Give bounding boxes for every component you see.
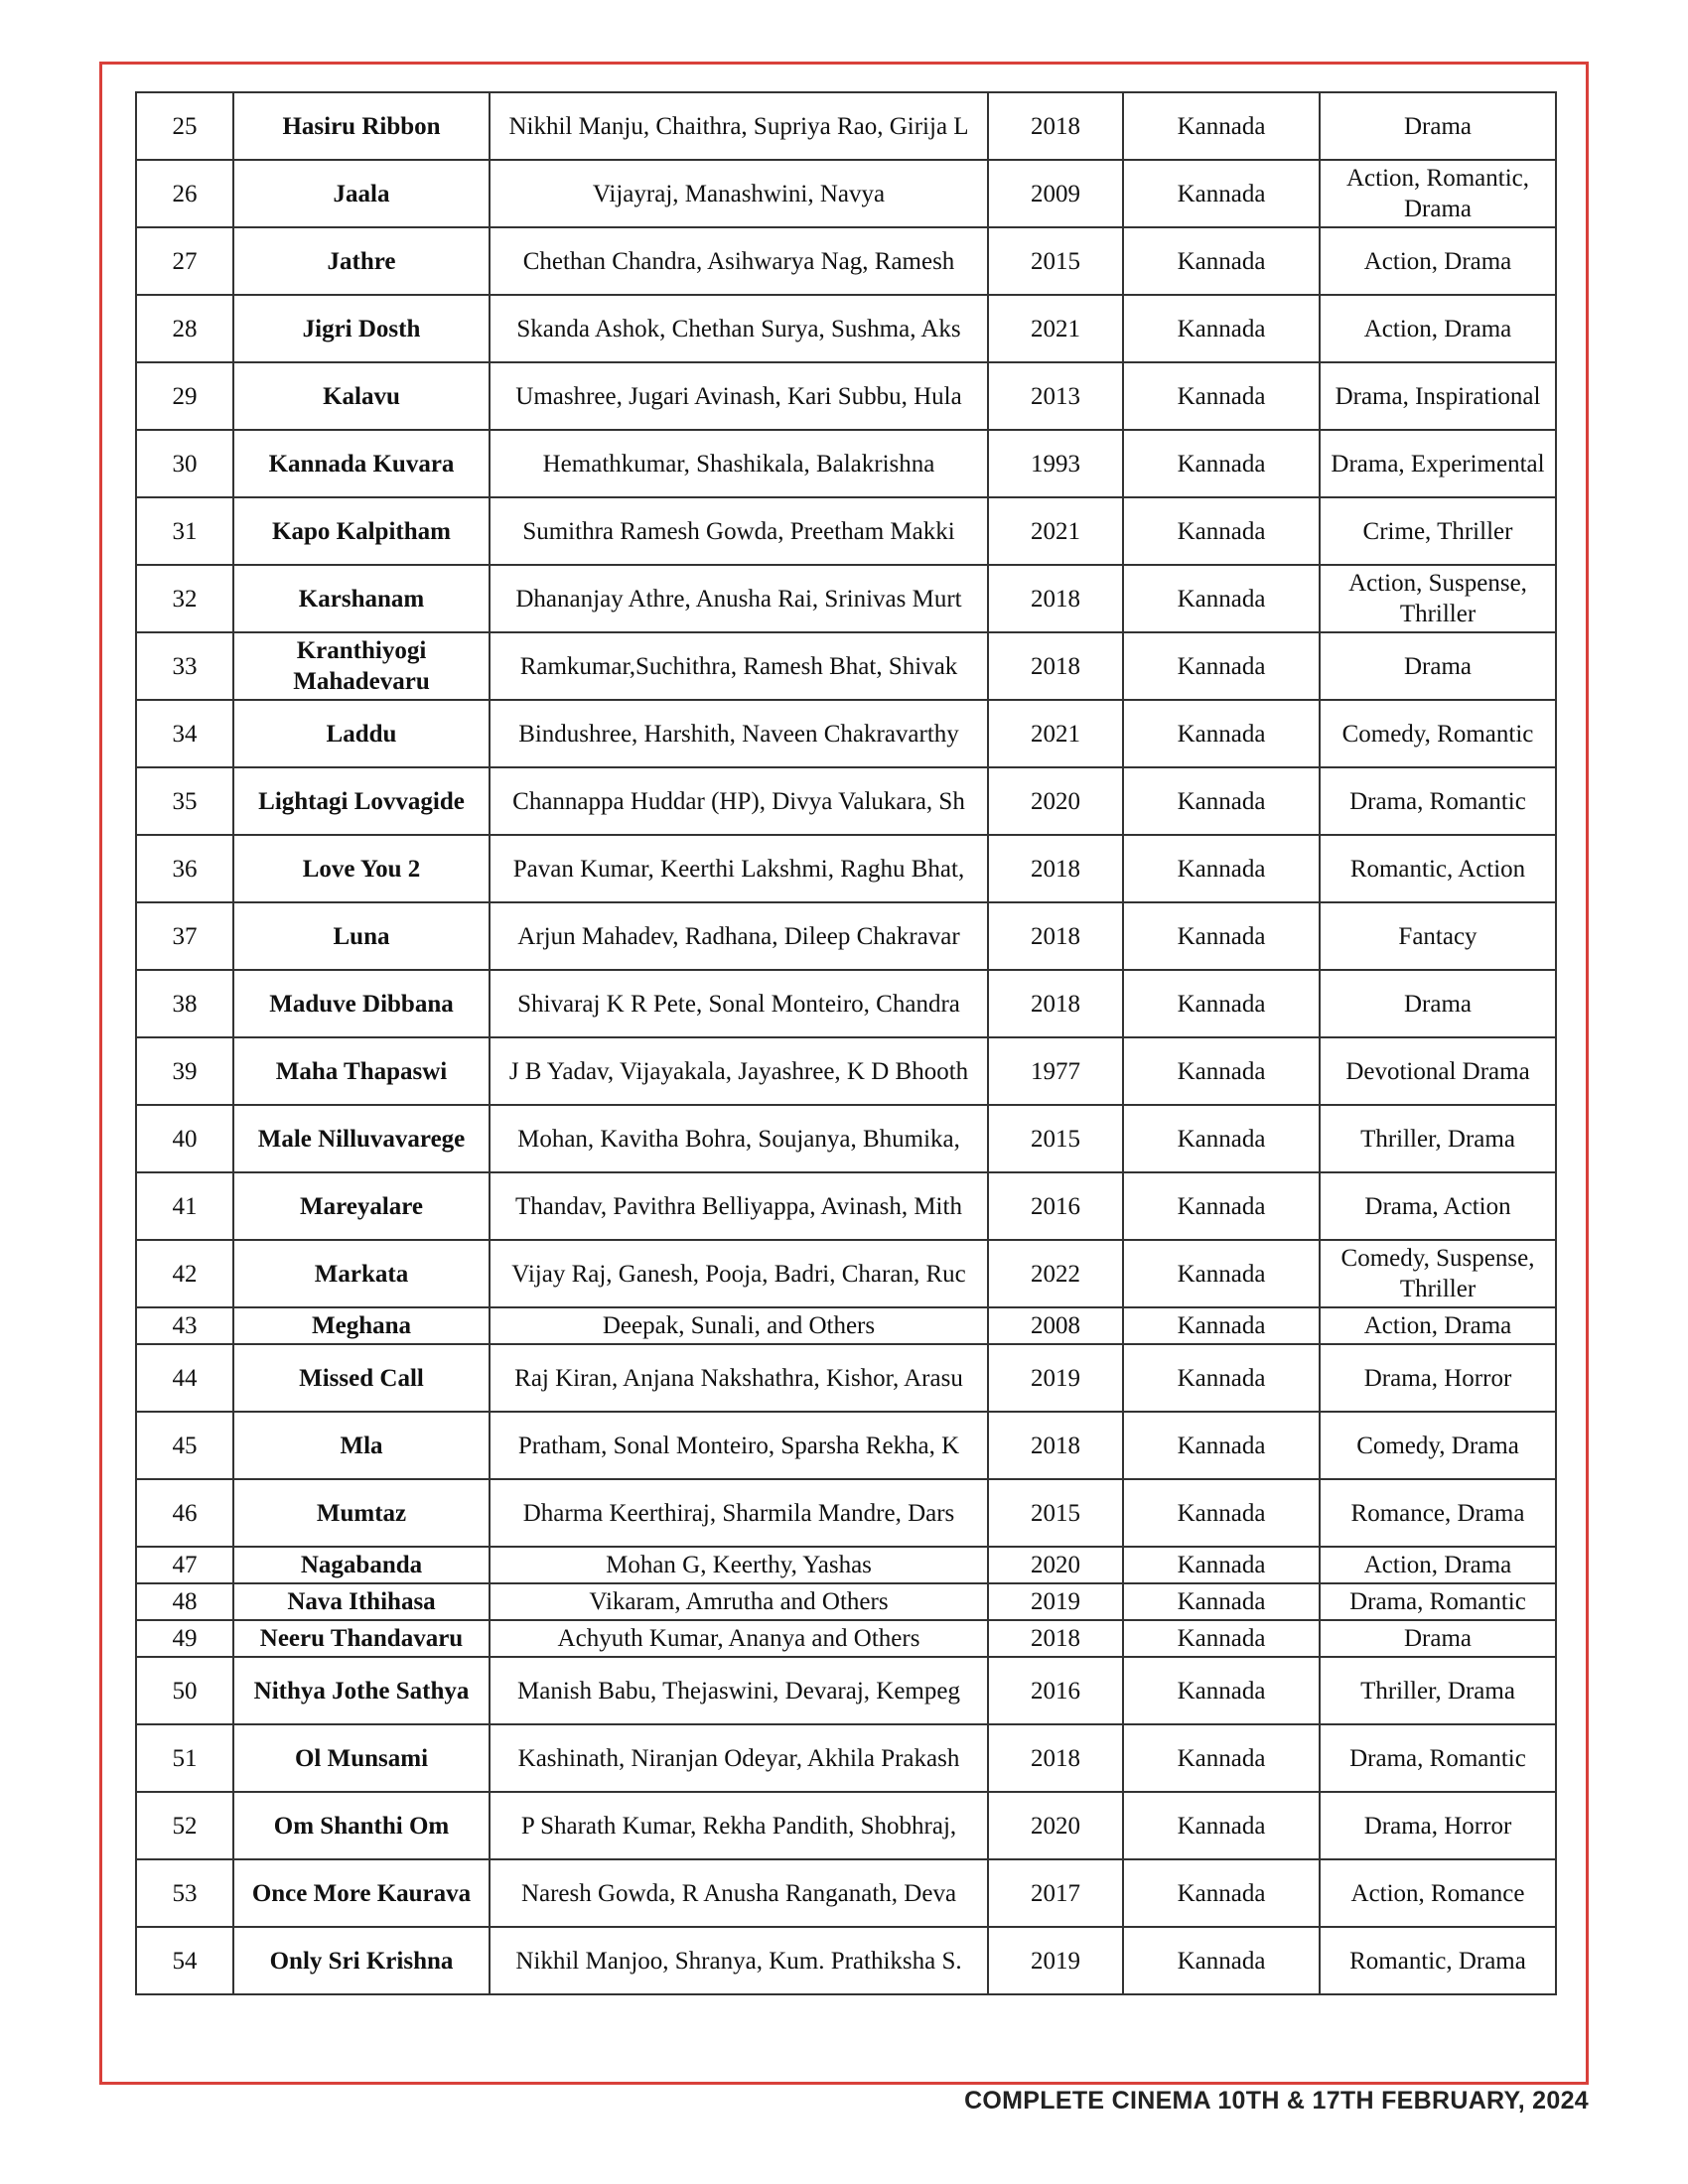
film-cast: Hemathkumar, Shashikala, Balakrishna <box>490 430 988 497</box>
film-cast: Mohan, Kavitha Bohra, Soujanya, Bhumika, <box>490 1105 988 1172</box>
film-year: 2018 <box>988 1620 1123 1657</box>
film-title: Ol Munsami <box>233 1724 490 1792</box>
table-row <box>136 430 1556 497</box>
table-row <box>136 497 1556 565</box>
film-genre: Action, Drama <box>1320 295 1556 362</box>
film-genre: Drama <box>1320 970 1556 1037</box>
film-cast: Pavan Kumar, Keerthi Lakshmi, Raghu Bhat, <box>490 835 988 902</box>
film-year: 2018 <box>988 902 1123 970</box>
film-genre: Action, Drama <box>1320 1547 1556 1583</box>
film-year: 2021 <box>988 295 1123 362</box>
table-row <box>136 970 1556 1037</box>
film-cast: Sumithra Ramesh Gowda, Preetham Makki <box>490 497 988 565</box>
film-title: Luna <box>233 902 490 970</box>
film-cast: Vikaram, Amrutha and Others <box>490 1583 988 1620</box>
film-cast: Thandav, Pavithra Belliyappa, Avinash, Mith <box>490 1172 988 1240</box>
film-cast: Naresh Gowda, R Anusha Ranganath, Deva <box>490 1859 988 1927</box>
film-language: Kannada <box>1123 632 1320 700</box>
film-language: Kannada <box>1123 497 1320 565</box>
film-genre: Devotional Drama <box>1320 1037 1556 1105</box>
film-number: 36 <box>136 835 233 902</box>
table-row <box>136 1547 1556 1583</box>
film-genre: Comedy, Suspense, Thriller <box>1320 1240 1556 1307</box>
film-year: 2019 <box>988 1927 1123 1994</box>
film-year: 2009 <box>988 160 1123 227</box>
film-genre: Thriller, Drama <box>1320 1657 1556 1724</box>
film-genre: Thriller, Drama <box>1320 1105 1556 1172</box>
film-year: 2018 <box>988 632 1123 700</box>
film-title: Meghana <box>233 1307 490 1344</box>
film-genre: Action, Romantic, Drama <box>1320 160 1556 227</box>
film-language: Kannada <box>1123 295 1320 362</box>
film-language: Kannada <box>1123 92 1320 160</box>
film-genre: Drama <box>1320 1620 1556 1657</box>
film-cast: Ramkumar,Suchithra, Ramesh Bhat, Shivak <box>490 632 988 700</box>
film-language: Kannada <box>1123 227 1320 295</box>
film-number: 42 <box>136 1240 233 1307</box>
film-genre: Drama, Romantic <box>1320 1583 1556 1620</box>
film-title: Maha Thapaswi <box>233 1037 490 1105</box>
film-year: 2017 <box>988 1859 1123 1927</box>
film-genre: Drama, Experimental <box>1320 430 1556 497</box>
film-cast: Pratham, Sonal Monteiro, Sparsha Rekha, K <box>490 1412 988 1479</box>
film-cast: Chethan Chandra, Asihwarya Nag, Ramesh <box>490 227 988 295</box>
table-row <box>136 92 1556 160</box>
film-language: Kannada <box>1123 362 1320 430</box>
film-year: 2018 <box>988 835 1123 902</box>
film-cast: Bindushree, Harshith, Naveen Chakravarthy <box>490 700 988 767</box>
films-table-body <box>136 92 1556 1994</box>
film-year: 2016 <box>988 1172 1123 1240</box>
film-language: Kannada <box>1123 1620 1320 1657</box>
film-genre: Action, Drama <box>1320 1307 1556 1344</box>
film-cast: Channappa Huddar (HP), Divya Valukara, Sh <box>490 767 988 835</box>
film-language: Kannada <box>1123 1412 1320 1479</box>
film-title: Mla <box>233 1412 490 1479</box>
film-year: 2016 <box>988 1657 1123 1724</box>
film-title: Male Nilluvavarege <box>233 1105 490 1172</box>
table-row <box>136 160 1556 227</box>
film-language: Kannada <box>1123 1927 1320 1994</box>
film-year: 2018 <box>988 1724 1123 1792</box>
film-year: 2015 <box>988 227 1123 295</box>
table-row <box>136 700 1556 767</box>
film-genre: Comedy, Romantic <box>1320 700 1556 767</box>
film-cast: J B Yadav, Vijayakala, Jayashree, K D Bhooth <box>490 1037 988 1105</box>
table-row <box>136 1792 1556 1859</box>
film-language: Kannada <box>1123 1792 1320 1859</box>
film-year: 2022 <box>988 1240 1123 1307</box>
table-row <box>136 362 1556 430</box>
film-number: 43 <box>136 1307 233 1344</box>
film-genre: Romantic, Drama <box>1320 1927 1556 1994</box>
film-title: Love You 2 <box>233 835 490 902</box>
film-title: Karshanam <box>233 565 490 632</box>
film-language: Kannada <box>1123 1037 1320 1105</box>
film-number: 40 <box>136 1105 233 1172</box>
film-language: Kannada <box>1123 970 1320 1037</box>
film-title: Nava Ithihasa <box>233 1583 490 1620</box>
film-cast: Umashree, Jugari Avinash, Kari Subbu, Hula <box>490 362 988 430</box>
film-cast: Dharma Keerthiraj, Sharmila Mandre, Dars <box>490 1479 988 1547</box>
film-cast: Manish Babu, Thejaswini, Devaraj, Kempeg <box>490 1657 988 1724</box>
table-row <box>136 632 1556 700</box>
film-language: Kannada <box>1123 565 1320 632</box>
film-language: Kannada <box>1123 1172 1320 1240</box>
film-genre: Drama <box>1320 632 1556 700</box>
film-language: Kannada <box>1123 835 1320 902</box>
film-year: 2019 <box>988 1344 1123 1412</box>
film-genre: Drama, Inspirational <box>1320 362 1556 430</box>
table-row <box>136 295 1556 362</box>
film-cast: Skanda Ashok, Chethan Surya, Sushma, Aks <box>490 295 988 362</box>
film-genre: Action, Drama <box>1320 227 1556 295</box>
film-genre: Drama, Romantic <box>1320 767 1556 835</box>
film-title: Jaala <box>233 160 490 227</box>
film-year: 1993 <box>988 430 1123 497</box>
film-number: 39 <box>136 1037 233 1105</box>
film-cast: Shivaraj K R Pete, Sonal Monteiro, Chandra <box>490 970 988 1037</box>
film-number: 44 <box>136 1344 233 1412</box>
table-row <box>136 835 1556 902</box>
film-number: 25 <box>136 92 233 160</box>
film-number: 32 <box>136 565 233 632</box>
table-row <box>136 767 1556 835</box>
film-cast: Vijay Raj, Ganesh, Pooja, Badri, Charan, Ruc <box>490 1240 988 1307</box>
footer-publication: COMPLETE CINEMA 10TH & 17TH FEBRUARY, 2024 <box>964 2087 1589 2115</box>
film-number: 49 <box>136 1620 233 1657</box>
film-number: 30 <box>136 430 233 497</box>
film-genre: Romantic, Action <box>1320 835 1556 902</box>
film-title: Kalavu <box>233 362 490 430</box>
table-row <box>136 902 1556 970</box>
film-title: Maduve Dibbana <box>233 970 490 1037</box>
table-row <box>136 1479 1556 1547</box>
film-number: 37 <box>136 902 233 970</box>
film-title: Mareyalare <box>233 1172 490 1240</box>
film-year: 1977 <box>988 1037 1123 1105</box>
film-year: 2018 <box>988 970 1123 1037</box>
film-title: Jigri Dosth <box>233 295 490 362</box>
table-row <box>136 1657 1556 1724</box>
film-language: Kannada <box>1123 1479 1320 1547</box>
table-row <box>136 565 1556 632</box>
table-row <box>136 1412 1556 1479</box>
film-number: 26 <box>136 160 233 227</box>
table-row <box>136 1583 1556 1620</box>
film-genre: Drama, Horror <box>1320 1792 1556 1859</box>
film-number: 46 <box>136 1479 233 1547</box>
film-cast: Nikhil Manjoo, Shranya, Kum. Prathiksha S. <box>490 1927 988 1994</box>
film-title: Kannada Kuvara <box>233 430 490 497</box>
film-language: Kannada <box>1123 1240 1320 1307</box>
film-title: Om Shanthi Om <box>233 1792 490 1859</box>
film-language: Kannada <box>1123 1307 1320 1344</box>
film-genre: Action, Romance <box>1320 1859 1556 1927</box>
film-language: Kannada <box>1123 700 1320 767</box>
film-number: 52 <box>136 1792 233 1859</box>
film-title: Kapo Kalpitham <box>233 497 490 565</box>
table-row <box>136 1344 1556 1412</box>
film-language: Kannada <box>1123 1657 1320 1724</box>
film-year: 2008 <box>988 1307 1123 1344</box>
film-genre: Drama, Horror <box>1320 1344 1556 1412</box>
table-row <box>136 1859 1556 1927</box>
film-title: Missed Call <box>233 1344 490 1412</box>
film-title: Laddu <box>233 700 490 767</box>
film-year: 2013 <box>988 362 1123 430</box>
film-language: Kannada <box>1123 1547 1320 1583</box>
film-number: 31 <box>136 497 233 565</box>
film-number: 41 <box>136 1172 233 1240</box>
film-cast: Kashinath, Niranjan Odeyar, Akhila Prakash <box>490 1724 988 1792</box>
film-language: Kannada <box>1123 1724 1320 1792</box>
film-cast: Vijayraj, Manashwini, Navya <box>490 160 988 227</box>
film-year: 2015 <box>988 1105 1123 1172</box>
film-number: 50 <box>136 1657 233 1724</box>
film-genre: Drama, Romantic <box>1320 1724 1556 1792</box>
film-number: 28 <box>136 295 233 362</box>
film-genre: Action, Suspense, Thriller <box>1320 565 1556 632</box>
film-number: 35 <box>136 767 233 835</box>
table-row <box>136 1307 1556 1344</box>
film-number: 51 <box>136 1724 233 1792</box>
table-row <box>136 1927 1556 1994</box>
film-year: 2020 <box>988 767 1123 835</box>
film-title: Nithya Jothe Sathya <box>233 1657 490 1724</box>
film-title: Nagabanda <box>233 1547 490 1583</box>
table-row <box>136 1172 1556 1240</box>
film-year: 2015 <box>988 1479 1123 1547</box>
film-genre: Fantacy <box>1320 902 1556 970</box>
film-year: 2018 <box>988 92 1123 160</box>
film-number: 34 <box>136 700 233 767</box>
film-title: Hasiru Ribbon <box>233 92 490 160</box>
film-title: Lightagi Lovvagide <box>233 767 490 835</box>
film-title: Mumtaz <box>233 1479 490 1547</box>
table-row <box>136 1037 1556 1105</box>
film-genre: Drama, Action <box>1320 1172 1556 1240</box>
film-year: 2018 <box>988 565 1123 632</box>
film-year: 2020 <box>988 1547 1123 1583</box>
film-genre: Crime, Thriller <box>1320 497 1556 565</box>
film-number: 53 <box>136 1859 233 1927</box>
film-number: 48 <box>136 1583 233 1620</box>
film-number: 54 <box>136 1927 233 1994</box>
film-year: 2021 <box>988 700 1123 767</box>
film-number: 27 <box>136 227 233 295</box>
film-cast: Deepak, Sunali, and Others <box>490 1307 988 1344</box>
film-genre: Comedy, Drama <box>1320 1412 1556 1479</box>
film-title: Only Sri Krishna <box>233 1927 490 1994</box>
film-language: Kannada <box>1123 430 1320 497</box>
film-language: Kannada <box>1123 1105 1320 1172</box>
film-language: Kannada <box>1123 1583 1320 1620</box>
film-title: Neeru Thandavaru <box>233 1620 490 1657</box>
films-table <box>135 91 1557 1995</box>
table-row <box>136 1240 1556 1307</box>
film-year: 2018 <box>988 1412 1123 1479</box>
film-title: Once More Kaurava <box>233 1859 490 1927</box>
table-row <box>136 227 1556 295</box>
film-language: Kannada <box>1123 767 1320 835</box>
film-year: 2021 <box>988 497 1123 565</box>
film-year: 2020 <box>988 1792 1123 1859</box>
film-cast: Achyuth Kumar, Ananya and Others <box>490 1620 988 1657</box>
film-number: 45 <box>136 1412 233 1479</box>
film-cast: Mohan G, Keerthy, Yashas <box>490 1547 988 1583</box>
film-cast: Dhananjay Athre, Anusha Rai, Srinivas Murt <box>490 565 988 632</box>
film-number: 47 <box>136 1547 233 1583</box>
film-number: 29 <box>136 362 233 430</box>
film-title: Jathre <box>233 227 490 295</box>
film-cast: Nikhil Manju, Chaithra, Supriya Rao, Girija L <box>490 92 988 160</box>
film-language: Kannada <box>1123 1344 1320 1412</box>
film-genre: Drama <box>1320 92 1556 160</box>
film-language: Kannada <box>1123 160 1320 227</box>
film-cast: Raj Kiran, Anjana Nakshathra, Kishor, Arasu <box>490 1344 988 1412</box>
film-year: 2019 <box>988 1583 1123 1620</box>
film-genre: Romance, Drama <box>1320 1479 1556 1547</box>
film-number: 38 <box>136 970 233 1037</box>
table-row <box>136 1724 1556 1792</box>
film-language: Kannada <box>1123 902 1320 970</box>
film-cast: P Sharath Kumar, Rekha Pandith, Shobhraj, <box>490 1792 988 1859</box>
film-title: Markata <box>233 1240 490 1307</box>
film-language: Kannada <box>1123 1859 1320 1927</box>
film-cast: Arjun Mahadev, Radhana, Dileep Chakravar <box>490 902 988 970</box>
film-title: Kranthiyogi Mahadevaru <box>233 632 490 700</box>
film-number: 33 <box>136 632 233 700</box>
table-row <box>136 1620 1556 1657</box>
table-row <box>136 1105 1556 1172</box>
